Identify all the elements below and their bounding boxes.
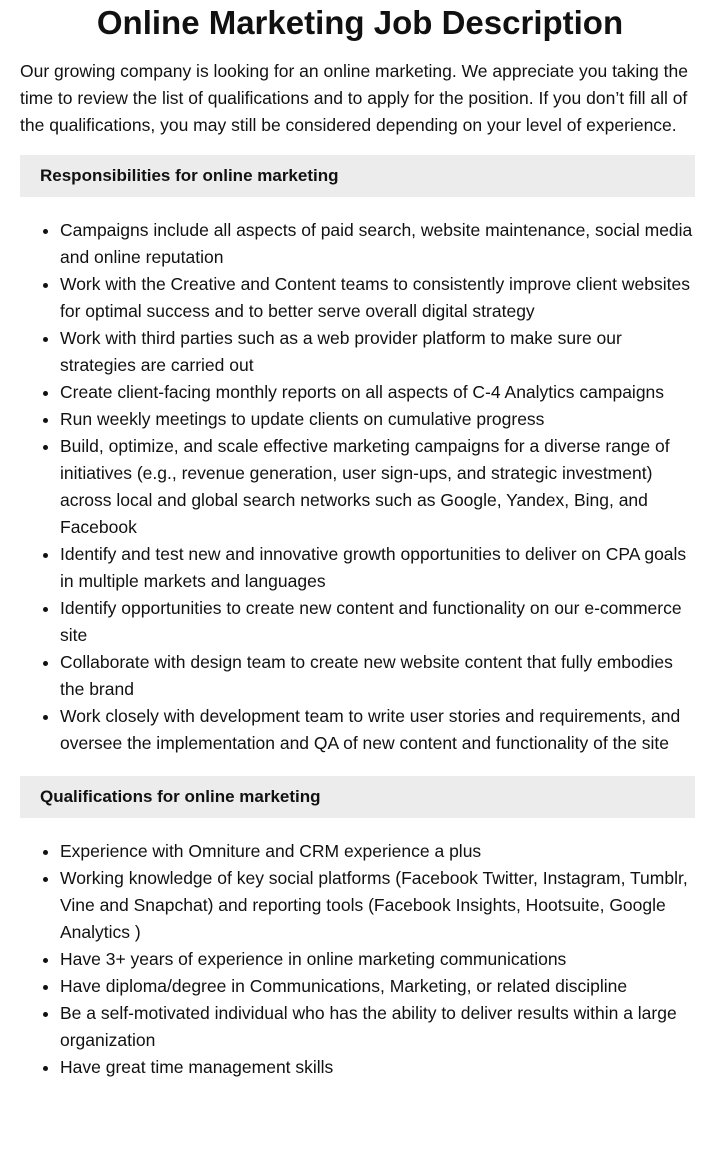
page-title: Online Marketing Job Description [96,4,624,41]
list-item: • Work with the Creative and Content teams to consistently improve client websites for optimal success and to better serve overall digital strategy [60,271,700,325]
list-item: • Create client-facing monthly reports on all aspects of C-4 Analytics campaigns [60,379,700,406]
qualifications-heading: Qualifications for online marketing [20,776,695,818]
list-item: • Run weekly meetings to update clients on cumulative progress [60,406,700,433]
responsibilities-list [20,217,700,757]
list-item: • Identify and test new and innovative growth opportunities to deliver on CPA goals in multiple markets and languages [60,541,700,595]
list-item: • Identify opportunities to create new content and functionality on our e-commerce site [60,595,700,649]
list-item: • Build, optimize, and scale effective marketing campaigns for a diverse range of initiatives (e.g., revenue generation, user sign-ups, and strategic investment) across local and global search networks such as Google, Yandex, Bing, and Facebook [60,433,700,541]
list-item: • Work closely with development team to write user stories and requirements, and oversee the implementation and QA of new content and functionality of the site [60,703,700,757]
list-item: • Work with third parties such as a web provider platform to make sure our strategies are carried out [60,325,700,379]
list-item: • Campaigns include all aspects of paid search, website maintenance, social media and online reputation [60,217,700,271]
list-item: • Be a self-motivated individual who has the ability to deliver results within a large organization [60,1000,700,1054]
responsibilities-heading: Responsibilities for online marketing [20,155,695,197]
list-item: • Experience with Omniture and CRM experience a plus [60,838,700,865]
list-item: • Have diploma/degree in Communications, Marketing, or related discipline [60,973,700,1000]
qualifications-list [20,838,700,1081]
list-item: • Have great time management skills [60,1054,700,1081]
intro-paragraph: Our growing company is looking for an online marketing. We appreciate you taking the time to review the list of qualifications and to apply for the position. If you don’t fill all of the qualifications, you may still be considered depending on your level of experience. [20,61,688,135]
list-item: • Collaborate with design team to create new website content that fully embodies the brand [60,649,700,703]
list-item: • Working knowledge of key social platforms (Facebook Twitter, Instagram, Tumblr, Vine and Snapchat) and reporting tools (Facebook Insights, Hootsuite, Google Analytics ) [60,865,700,946]
list-item: • Have 3+ years of experience in online marketing communications [60,946,700,973]
